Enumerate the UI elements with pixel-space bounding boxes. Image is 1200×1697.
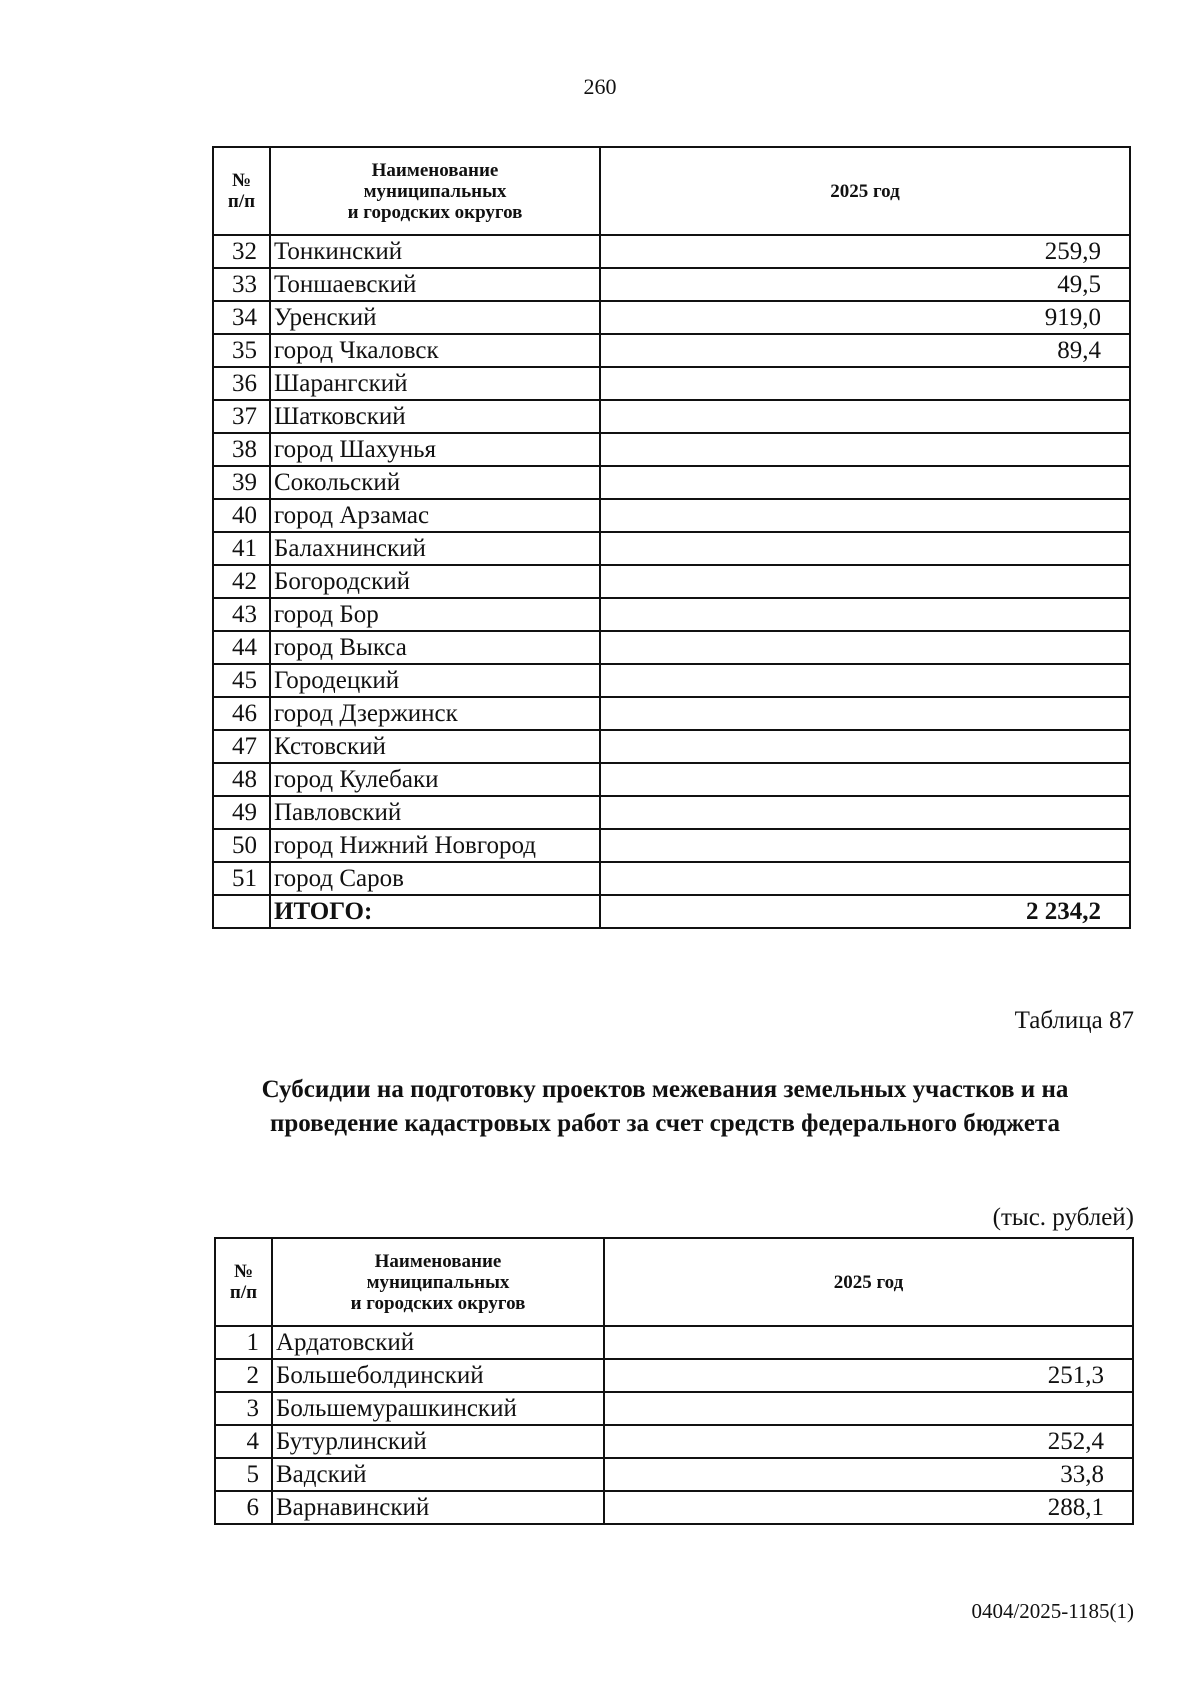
municipality-name: Большемурашкинский <box>272 1392 604 1425</box>
amount-value <box>604 1392 1133 1425</box>
amount-value <box>600 763 1130 796</box>
amount-value: 89,4 <box>600 334 1130 367</box>
amount-value <box>600 631 1130 664</box>
row-number: 47 <box>213 730 270 763</box>
row-number: 38 <box>213 433 270 466</box>
table-row <box>213 829 1130 862</box>
row-number: 34 <box>213 301 270 334</box>
header-row-number: № п/п <box>213 147 270 235</box>
row-number: 44 <box>213 631 270 664</box>
municipality-name: Балахнинский <box>270 532 600 565</box>
header-municipality-name: Наименование муниципальных и городских округов <box>272 1238 604 1326</box>
municipality-name: город Шахунья <box>270 433 600 466</box>
municipality-name: Городецкий <box>270 664 600 697</box>
amount-value <box>600 499 1130 532</box>
table-row <box>213 334 1130 367</box>
municipality-name: Сокольский <box>270 466 600 499</box>
table-title: Субсидии на подготовку проектов межевания земельных участков и на проведение кадастровых работ за счет средств федерального бюджета <box>261 1076 1069 1137</box>
municipality-name: город Арзамас <box>270 499 600 532</box>
amount-value <box>600 433 1130 466</box>
municipality-name: город Нижний Новгород <box>270 829 600 862</box>
table-label: Таблица 87 <box>1014 1007 1134 1034</box>
total-num-cell <box>213 895 270 928</box>
table-row <box>213 235 1130 268</box>
table-row <box>213 862 1130 895</box>
municipality-name: город Выкса <box>270 631 600 664</box>
cadastral-subsidy-table <box>214 1237 1134 1525</box>
amount-value <box>600 466 1130 499</box>
total-value: 2 234,2 <box>600 895 1130 928</box>
municipality-name: Тонкинский <box>270 235 600 268</box>
table-row <box>213 796 1130 829</box>
row-number: 33 <box>213 268 270 301</box>
amount-value <box>600 862 1130 895</box>
amount-value: 259,9 <box>600 235 1130 268</box>
table-row <box>213 301 1130 334</box>
table-row <box>215 1425 1133 1458</box>
municipality-name: Кстовский <box>270 730 600 763</box>
amount-value <box>600 796 1130 829</box>
table-row <box>213 598 1130 631</box>
table-row <box>213 499 1130 532</box>
amount-value: 919,0 <box>600 301 1130 334</box>
amount-value <box>600 400 1130 433</box>
table-row <box>213 367 1130 400</box>
header-row-number: № п/п <box>215 1238 272 1326</box>
municipality-name: Большеболдинский <box>272 1359 604 1392</box>
amount-value: 33,8 <box>604 1458 1133 1491</box>
table-row <box>213 631 1130 664</box>
row-number: 40 <box>213 499 270 532</box>
municipality-name: город Чкаловск <box>270 334 600 367</box>
row-number: 35 <box>213 334 270 367</box>
amount-value <box>600 664 1130 697</box>
table-row <box>213 730 1130 763</box>
header-year-2025: 2025 год <box>600 147 1130 235</box>
table-body <box>213 235 1130 895</box>
page-number: 260 <box>583 74 617 99</box>
municipality-name: Бутурлинский <box>272 1425 604 1458</box>
amount-value: 252,4 <box>604 1425 1133 1458</box>
header-municipality-name: Наименование муниципальных и городских округов <box>270 147 600 235</box>
table-row <box>213 400 1130 433</box>
row-number: 1 <box>215 1326 272 1359</box>
amount-value: 49,5 <box>600 268 1130 301</box>
table-row <box>215 1392 1133 1425</box>
table-row <box>213 466 1130 499</box>
row-number: 43 <box>213 598 270 631</box>
row-number: 42 <box>213 565 270 598</box>
total-label: ИТОГО: <box>270 895 600 928</box>
amount-value <box>600 367 1130 400</box>
municipality-name: Шарангский <box>270 367 600 400</box>
amount-value <box>600 829 1130 862</box>
table-row <box>215 1491 1133 1524</box>
table-row <box>213 763 1130 796</box>
amount-value <box>600 598 1130 631</box>
municipality-name: Павловский <box>270 796 600 829</box>
municipality-name: город Бор <box>270 598 600 631</box>
amount-value: 288,1 <box>604 1491 1133 1524</box>
document-code: 0404/2025-1185(1) <box>971 1599 1134 1623</box>
municipality-name: Уренский <box>270 301 600 334</box>
table-row <box>213 664 1130 697</box>
municipality-name: Вадский <box>272 1458 604 1491</box>
row-number: 49 <box>213 796 270 829</box>
municipality-name: Шатковский <box>270 400 600 433</box>
row-number: 3 <box>215 1392 272 1425</box>
table-body <box>215 1326 1133 1524</box>
municipality-name: Ардатовский <box>272 1326 604 1359</box>
table-row <box>215 1359 1133 1392</box>
row-number: 36 <box>213 367 270 400</box>
table-row <box>213 697 1130 730</box>
municipality-name: город Дзержинск <box>270 697 600 730</box>
municipality-name: город Саров <box>270 862 600 895</box>
table-row <box>213 433 1130 466</box>
row-number: 41 <box>213 532 270 565</box>
amount-value <box>600 697 1130 730</box>
row-number: 51 <box>213 862 270 895</box>
row-number: 48 <box>213 763 270 796</box>
row-number: 5 <box>215 1458 272 1491</box>
municipality-name: город Кулебаки <box>270 763 600 796</box>
amount-value: 251,3 <box>604 1359 1133 1392</box>
row-number: 32 <box>213 235 270 268</box>
units-label: (тыс. рублей) <box>992 1204 1134 1231</box>
amount-value <box>604 1326 1133 1359</box>
amount-value <box>600 730 1130 763</box>
table-row <box>213 268 1130 301</box>
municipality-name: Варнавинский <box>272 1491 604 1524</box>
header-year-2025: 2025 год <box>604 1238 1133 1326</box>
table-row <box>213 532 1130 565</box>
row-number: 37 <box>213 400 270 433</box>
row-number: 4 <box>215 1425 272 1458</box>
row-number: 46 <box>213 697 270 730</box>
row-number: 50 <box>213 829 270 862</box>
row-number: 45 <box>213 664 270 697</box>
total-row <box>213 895 1130 928</box>
amount-value <box>600 532 1130 565</box>
row-number: 6 <box>215 1491 272 1524</box>
table-row <box>213 565 1130 598</box>
table-row <box>215 1458 1133 1491</box>
subsidy-table-continued <box>212 146 1131 929</box>
municipality-name: Тоншаевский <box>270 268 600 301</box>
table-row <box>215 1326 1133 1359</box>
row-number: 2 <box>215 1359 272 1392</box>
amount-value <box>600 565 1130 598</box>
row-number: 39 <box>213 466 270 499</box>
municipality-name: Богородский <box>270 565 600 598</box>
